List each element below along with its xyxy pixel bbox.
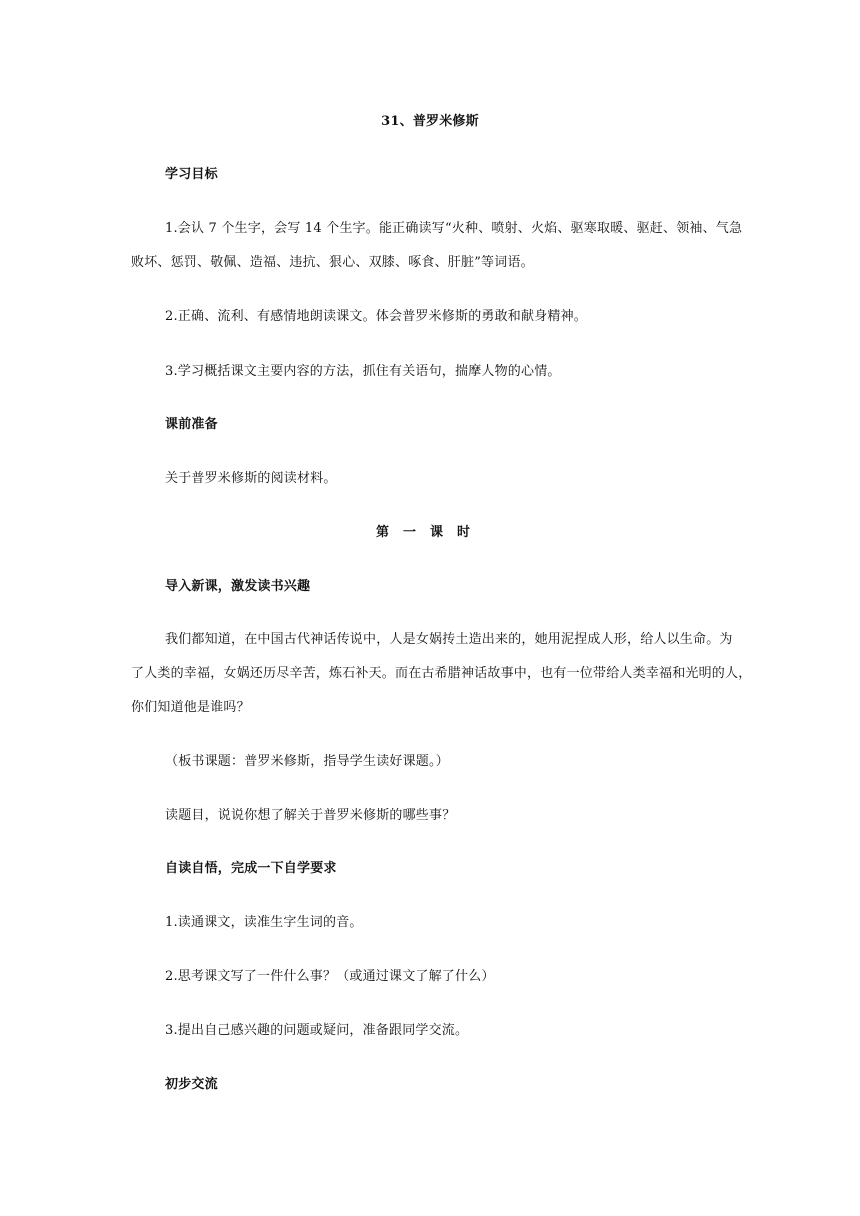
intro-paragraph-line-2: 了人类的幸福，女娲还历尽辛苦，炼石补天。而在古希腊神话故事中，也有一位带给人类幸福和光明的人， [131,666,752,681]
goal-item-2: 2.正确、流利、有感情地朗读课文。体会普罗米修斯的勇敢和献身精神。 [165,309,588,324]
self-study-item-3: 3.提出自己感兴趣的问题或疑问，准备跟同学交流。 [165,1023,469,1038]
self-study-item-2: 2.思考课文写了一件什么事？（或通过课文了解了什么） [165,969,495,984]
intro-board-note: （板书课题：普罗米修斯，指导学生读好课题。） [165,754,449,769]
intro-heading: 导入新课，激发读书兴趣 [165,579,311,594]
exchange-heading: 初步交流 [165,1077,218,1092]
prep-heading: 课前准备 [165,417,218,432]
document-title: 31、普罗米修斯 [381,114,479,129]
self-study-heading: 自读自悟，完成一下自学要求 [165,861,337,876]
lesson-title-text: 第一课时 [375,525,484,540]
goal-item-1-line-2: 败坏、惩罚、敬佩、造福、违抗、狠心、双膝、啄食、肝脏”等词语。 [131,255,534,270]
self-study-item-1: 1.读通课文，读准生字生词的音。 [165,915,363,930]
prep-text: 关于普罗米修斯的阅读材料。 [165,471,337,486]
intro-paragraph-line-1: 我们都知道，在中国古代神话传说中，人是女娲抟土造出来的，她用泥捏成人形，给人以生命。为 [165,632,733,647]
lesson-title [0,525,860,541]
intro-question: 读题目，说说你想了解关于普罗米修斯的哪些事？ [165,808,456,823]
goal-item-1-line-1: 1.会认 7 个生字，会写 14 个生字。能正确读写“火种、喷射、火焰、驱寒取暖、驱赶、领袖、气急 [165,221,743,236]
intro-paragraph-line-3: 你们知道他是谁吗？ [131,700,250,715]
goals-heading: 学习目标 [165,167,218,182]
goal-item-3: 3.学习概括课文主要内容的方法，抓住有关语句，揣摩人物的心情。 [165,364,561,379]
